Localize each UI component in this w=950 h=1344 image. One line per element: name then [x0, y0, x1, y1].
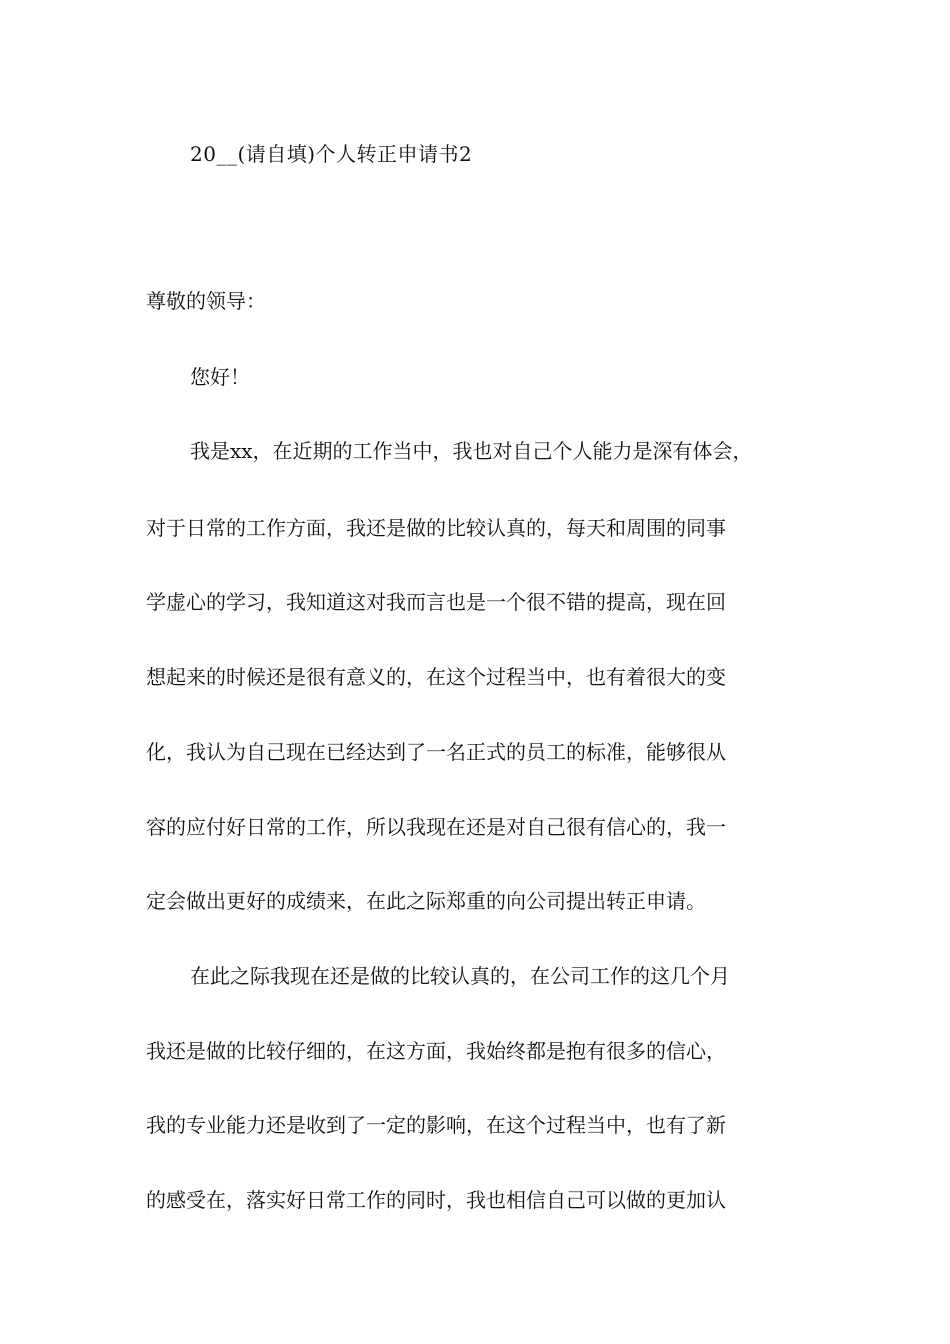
paragraph-line: 在此之际我现在还是做的比较认真的，在公司工作的这几个月: [190, 964, 730, 988]
paragraph-line: 定会做出更好的成绩来，在此之际郑重的向公司提出转正申请。: [146, 889, 706, 913]
paragraph-line: 化，我认为自己现在已经达到了一名正式的员工的标准，能够很从: [146, 740, 726, 764]
paragraph-line: 我还是做的比较仔细的，在这方面，我始终都是抱有很多的信心，: [146, 1039, 726, 1063]
paragraph-line: 我是xx，在近期的工作当中，我也对自己个人能力是深有体会，: [190, 439, 753, 463]
paragraph-line: 学虚心的学习，我知道这对我而言也是一个很不错的提高，现在回: [146, 590, 726, 614]
paragraph-line: 我的专业能力还是收到了一定的影响，在这个过程当中，也有了新: [146, 1113, 726, 1137]
paragraph-line: 的感受在，落实好日常工作的同时，我也相信自己可以做的更加认: [146, 1188, 726, 1212]
paragraph-line: 想起来的时候还是很有意义的，在这个过程当中，也有着很大的变: [146, 665, 726, 689]
paragraph-line: 容的应付好日常的工作，所以我现在还是对自己很有信心的，我一: [146, 815, 726, 839]
greeting: 您好！: [190, 365, 250, 389]
document-title: 20__(请自填)个人转正申请书2: [190, 142, 473, 166]
salutation: 尊敬的领导：: [146, 289, 266, 313]
paragraph-line: 对于日常的工作方面，我还是做的比较认真的，每天和周围的同事: [146, 516, 726, 540]
